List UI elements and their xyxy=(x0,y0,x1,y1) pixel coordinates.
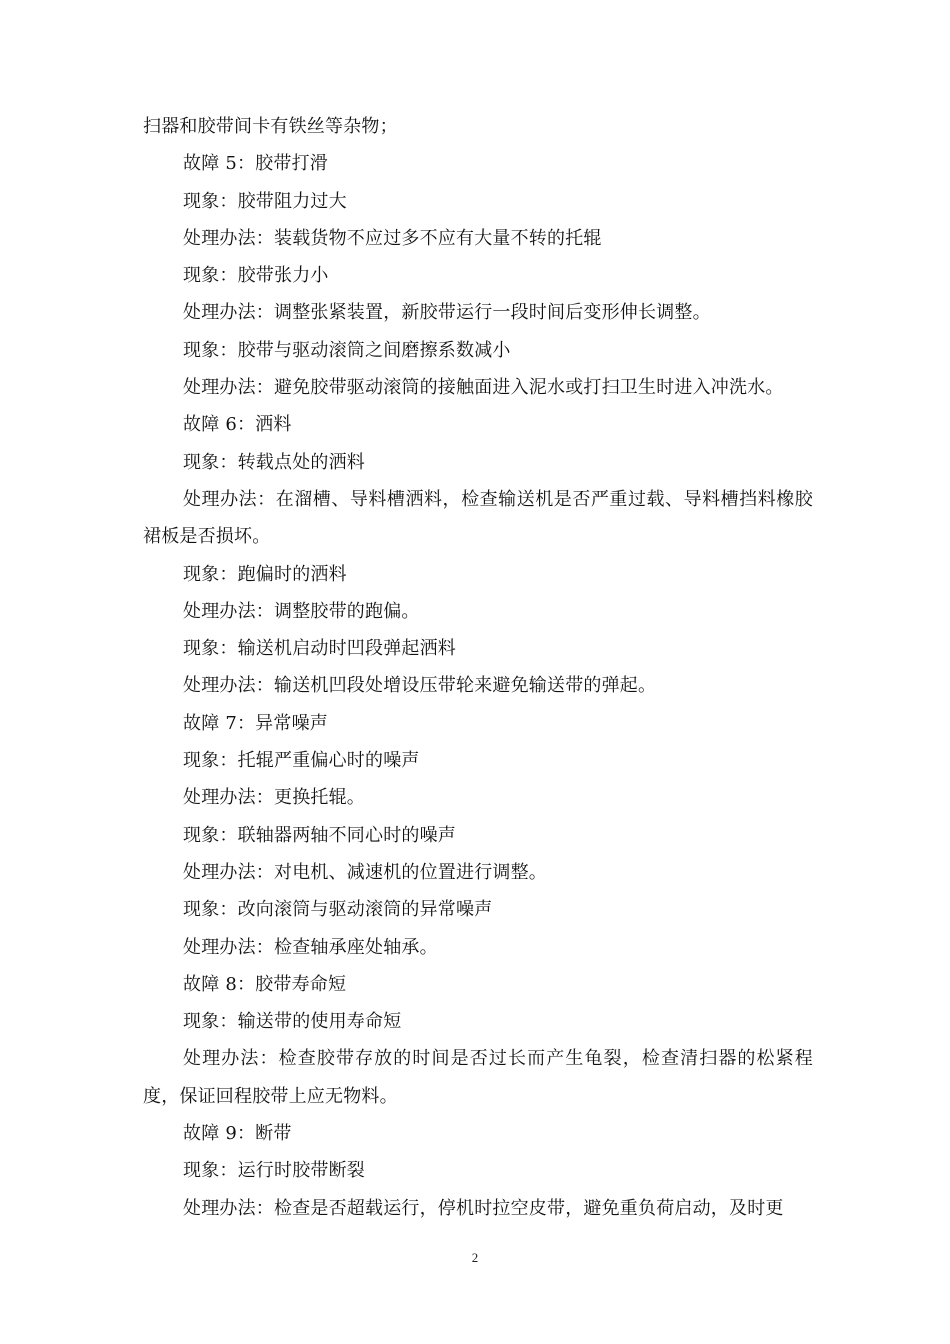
solution-line: 处理办法：对电机、减速机的位置进行调整。 xyxy=(183,861,547,883)
symptom-line: 现象：胶带阻力过大 xyxy=(183,190,347,212)
fault-heading: 故障 8：胶带寿命短 xyxy=(183,973,347,995)
fault-heading: 故障 6：洒料 xyxy=(183,414,292,436)
solution-paragraph: 处理办法：检查胶带存放的时间是否过长而产生龟裂，检查清扫器的松紧程度，保证回程胶带上应无物料。 xyxy=(143,1048,813,1107)
solution-line: 处理办法：调整胶带的跑偏。 xyxy=(183,600,420,622)
solution-line: 处理办法：避免胶带驱动滚筒的接触面进入泥水或打扫卫生时进入冲洗水。 xyxy=(183,377,784,399)
solution-line: 处理办法：更换托辊。 xyxy=(183,787,365,809)
solution-line: 处理办法：检查是否超载运行，停机时拉空皮带，避免重负荷启动，及时更 xyxy=(183,1197,784,1219)
symptom-line: 现象：改向滚筒与驱动滚筒的异常噪声 xyxy=(183,899,493,921)
solution-line: 处理办法：检查轴承座处轴承。 xyxy=(183,936,438,958)
symptom-line: 现象：转载点处的洒料 xyxy=(183,451,365,473)
page-number: 2 xyxy=(471,1250,479,1265)
document-body xyxy=(143,108,813,1227)
symptom-line: 现象：输送带的使用寿命短 xyxy=(183,1011,402,1033)
solution-line: 处理办法：装载货物不应过多不应有大量不转的托辊 xyxy=(183,227,602,249)
fault-heading: 故障 9：断带 xyxy=(183,1123,292,1145)
solution-line: 处理办法：调整张紧装置，新胶带运行一段时间后变形伸长调整。 xyxy=(183,302,711,324)
symptom-line: 现象：胶带张力小 xyxy=(183,265,329,287)
fault-heading: 故障 5：胶带打滑 xyxy=(183,153,328,175)
symptom-line: 现象：输送机启动时凹段弹起洒料 xyxy=(183,638,456,660)
fault-heading: 故障 7：异常噪声 xyxy=(183,712,328,734)
symptom-line: 现象：联轴器两轴不同心时的噪声 xyxy=(183,824,456,846)
solution-paragraph: 处理办法：在溜槽、导料槽洒料，检查输送机是否严重过载、导料槽挡料橡胶裙板是否损坏。 xyxy=(143,488,813,548)
solution-line: 处理办法：输送机凹段处增设压带轮来避免输送带的弹起。 xyxy=(183,675,657,697)
symptom-line: 现象：托辊严重偏心时的噪声 xyxy=(183,750,420,772)
symptom-line: 现象：胶带与驱动滚筒之间磨擦系数减小 xyxy=(183,339,511,361)
symptom-line: 现象：运行时胶带断裂 xyxy=(183,1160,365,1182)
text-line: 扫器和胶带间卡有铁丝等杂物； xyxy=(143,116,398,137)
symptom-line: 现象：跑偏时的洒料 xyxy=(183,563,347,585)
